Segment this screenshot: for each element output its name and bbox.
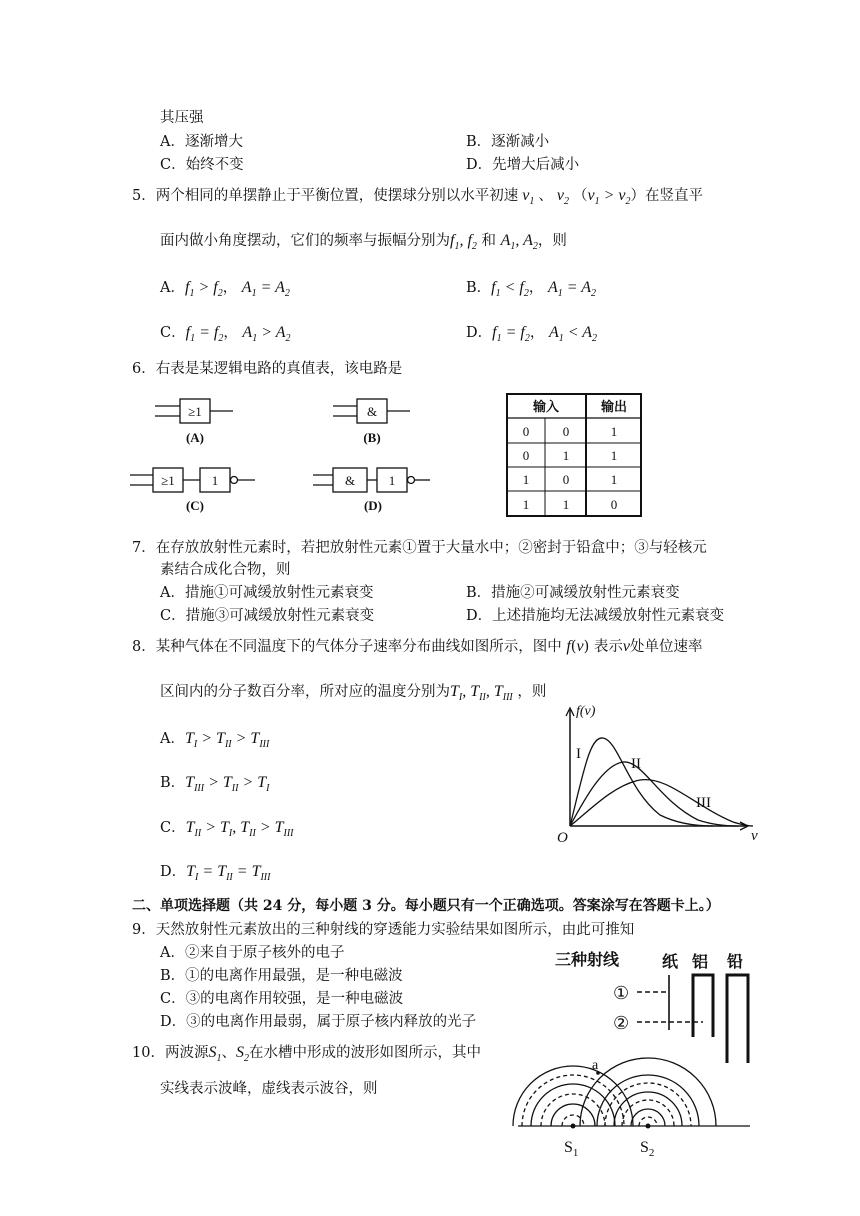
q4-option-c: C．始终不变 [160, 157, 244, 173]
s1-trough [522, 1075, 624, 1126]
gate-c-label: (C) [185, 498, 205, 513]
q5-option-a: A．$f_1 > f_2$， $A_1 = A_2$ [160, 279, 290, 300]
q5-stem-line2: 面内做小角度摆动，它们的频率与振幅分别为$f_1$, $f_2$ 和 $A_1$, $A_2$，则 [160, 232, 567, 253]
q7-option-b: B．措施②可减缓放射性元素衰变 [466, 585, 680, 601]
q6-logic-gates-figure [125, 393, 445, 518]
q9-option-d: D．③的电离作用最弱，属于原子核内释放的光子 [160, 1014, 477, 1030]
point-a-label: a [592, 1058, 599, 1073]
truth-cell: 1 [562, 497, 570, 512]
curve-label-iii: III [696, 795, 711, 811]
q8-speed-distribution-figure [548, 700, 788, 850]
q10-stem-line2: 实线表示波峰，虚线表示波谷，则 [160, 1081, 378, 1097]
truth-cell: 0 [610, 497, 618, 512]
chart-origin: O [557, 830, 568, 846]
chart-xlabel: v [751, 828, 758, 844]
s2-crest [597, 1075, 699, 1126]
q6-truth-table [506, 393, 642, 518]
s2-point [646, 1124, 651, 1129]
ray-2-label: ② [613, 1013, 630, 1033]
s2-trough [605, 1083, 691, 1126]
s2-trough [622, 1100, 674, 1126]
aluminum-plate [693, 975, 713, 1037]
gate-d-label: (D) [363, 498, 383, 513]
gate-d-and-symbol: & [344, 473, 356, 488]
truth-cell: 0 [562, 424, 570, 439]
s1-trough [541, 1094, 605, 1126]
gate-d-not-symbol: 1 [388, 473, 396, 488]
aluminum-label: 铝 [692, 954, 709, 971]
truth-cell: 0 [522, 424, 530, 439]
q9-option-c: C．③的电离作用较强，是一种电磁波 [160, 991, 404, 1007]
curve-label-i: I [576, 746, 581, 762]
truth-cell: 0 [562, 472, 570, 487]
gate-c-not-symbol: 1 [211, 473, 219, 488]
gate-a-label: (A) [185, 430, 205, 445]
s2-label: $S_2$ [640, 1139, 655, 1159]
q8-option-b: B．$T_{III} > T_{II} > T_I$ [160, 774, 270, 795]
q8-option-a: A．$T_I > T_{II} > T_{III}$ [160, 730, 270, 751]
q4-option-d: D．先增大后减小 [466, 157, 580, 173]
q10-interference-figure [510, 1052, 755, 1202]
q7-stem-line1: 7．在存放放射性元素时，若把放射性元素①置于大量水中；②密封于铅盒中；③与轻核元 [132, 540, 707, 556]
figure-title: 三种射线 [555, 952, 620, 969]
truth-cell: 1 [522, 497, 530, 512]
truth-table-output-header: 输出 [600, 399, 628, 414]
q5-option-c: C．$f_1 = f_2$， $A_1 > A_2$ [160, 324, 291, 345]
s1-label: $S_1$ [564, 1139, 579, 1159]
truth-cell: 1 [610, 472, 618, 487]
q9-option-a: A．②来自于原子核外的电子 [160, 945, 345, 961]
gate-c-or-symbol: ≥1 [161, 473, 175, 488]
q8-stem-line1: 8．某种气体在不同温度下的气体分子速率分布曲线如图所示，图中 f(v) 表示v处单位速率 [132, 638, 703, 655]
q8-stem-line2: 区间内的分子数百分率，所对应的温度分别为$T_I$, $T_{II}$, $T_{III}$ ，则 [160, 683, 547, 704]
q7-option-a: A．措施①可减缓放射性元素衰变 [160, 585, 374, 601]
q9-stem: 9．天然放射性元素放出的三种射线的穿透能力实验结果如图所示，由此可推知 [132, 922, 635, 938]
curve-iii [570, 780, 753, 826]
q4-stem-tail: 其压强 [160, 110, 204, 126]
lead-plate [727, 975, 748, 1063]
truth-cell: 1 [562, 448, 570, 463]
s1-crest [531, 1084, 615, 1126]
section-2-heading: 二、单项选择题（共 24 分，每小题 3 分。每小题只有一个正确选项。答案涂写在答题卡上。） [132, 898, 720, 914]
curve-i [570, 738, 713, 826]
q5-stem-line1: 5．两个相同的单摆静止于平衡位置，使摆球分别以水平初速 $v_1$ 、 $v_2$ $(v_1 > v_2)$在竖直平 [132, 187, 703, 208]
q7-option-d: D．上述措施均无法减缓放射性元素衰变 [466, 608, 725, 624]
truth-table-input-header: 输入 [532, 399, 560, 414]
truth-cell: 1 [610, 448, 618, 463]
q5-option-b: B．$f_1 < f_2$， $A_1 = A_2$ [466, 279, 597, 300]
truth-cell: 0 [522, 448, 530, 463]
q10-stem-line1: 10．两波源$S_1$、$S_2$在水槽中形成的波形如图所示，其中 [132, 1044, 481, 1065]
gate-a-symbol: ≥1 [188, 404, 202, 419]
q4-option-a: A．逐渐增大 [160, 134, 243, 150]
q9-option-b: B．①的电离作用最强，是一种电磁波 [160, 968, 403, 984]
ray-1-label: ① [613, 983, 630, 1003]
q4-option-b: B．逐渐减小 [466, 134, 550, 150]
q7-option-c: C．措施③可减缓放射性元素衰变 [160, 608, 375, 624]
q8-option-c: C．$T_{II} > T_I$, $T_{II} > T_{III}$ [160, 819, 294, 840]
gate-b-label: (B) [363, 430, 381, 445]
s1-point [571, 1124, 576, 1129]
q6-stem: 6．右表是某逻辑电路的真值表，该电路是 [132, 361, 403, 377]
q7-stem-line2: 素结合成化合物，则 [160, 562, 291, 578]
truth-cell: 1 [610, 424, 618, 439]
q5-option-d: D．$f_1 = f_2$， $A_1 < A_2$ [466, 324, 598, 345]
truth-cell: 1 [522, 472, 530, 487]
q8-option-d: D．$T_I = T_{II} = T_{III}$ [160, 863, 271, 884]
gate-b-symbol: & [366, 404, 378, 419]
curve-ii [570, 762, 738, 826]
curve-label-ii: II [631, 756, 641, 772]
paper-label: 纸 [662, 954, 679, 971]
lead-label: 铅 [727, 954, 744, 971]
chart-ylabel: f(v) [576, 704, 596, 719]
